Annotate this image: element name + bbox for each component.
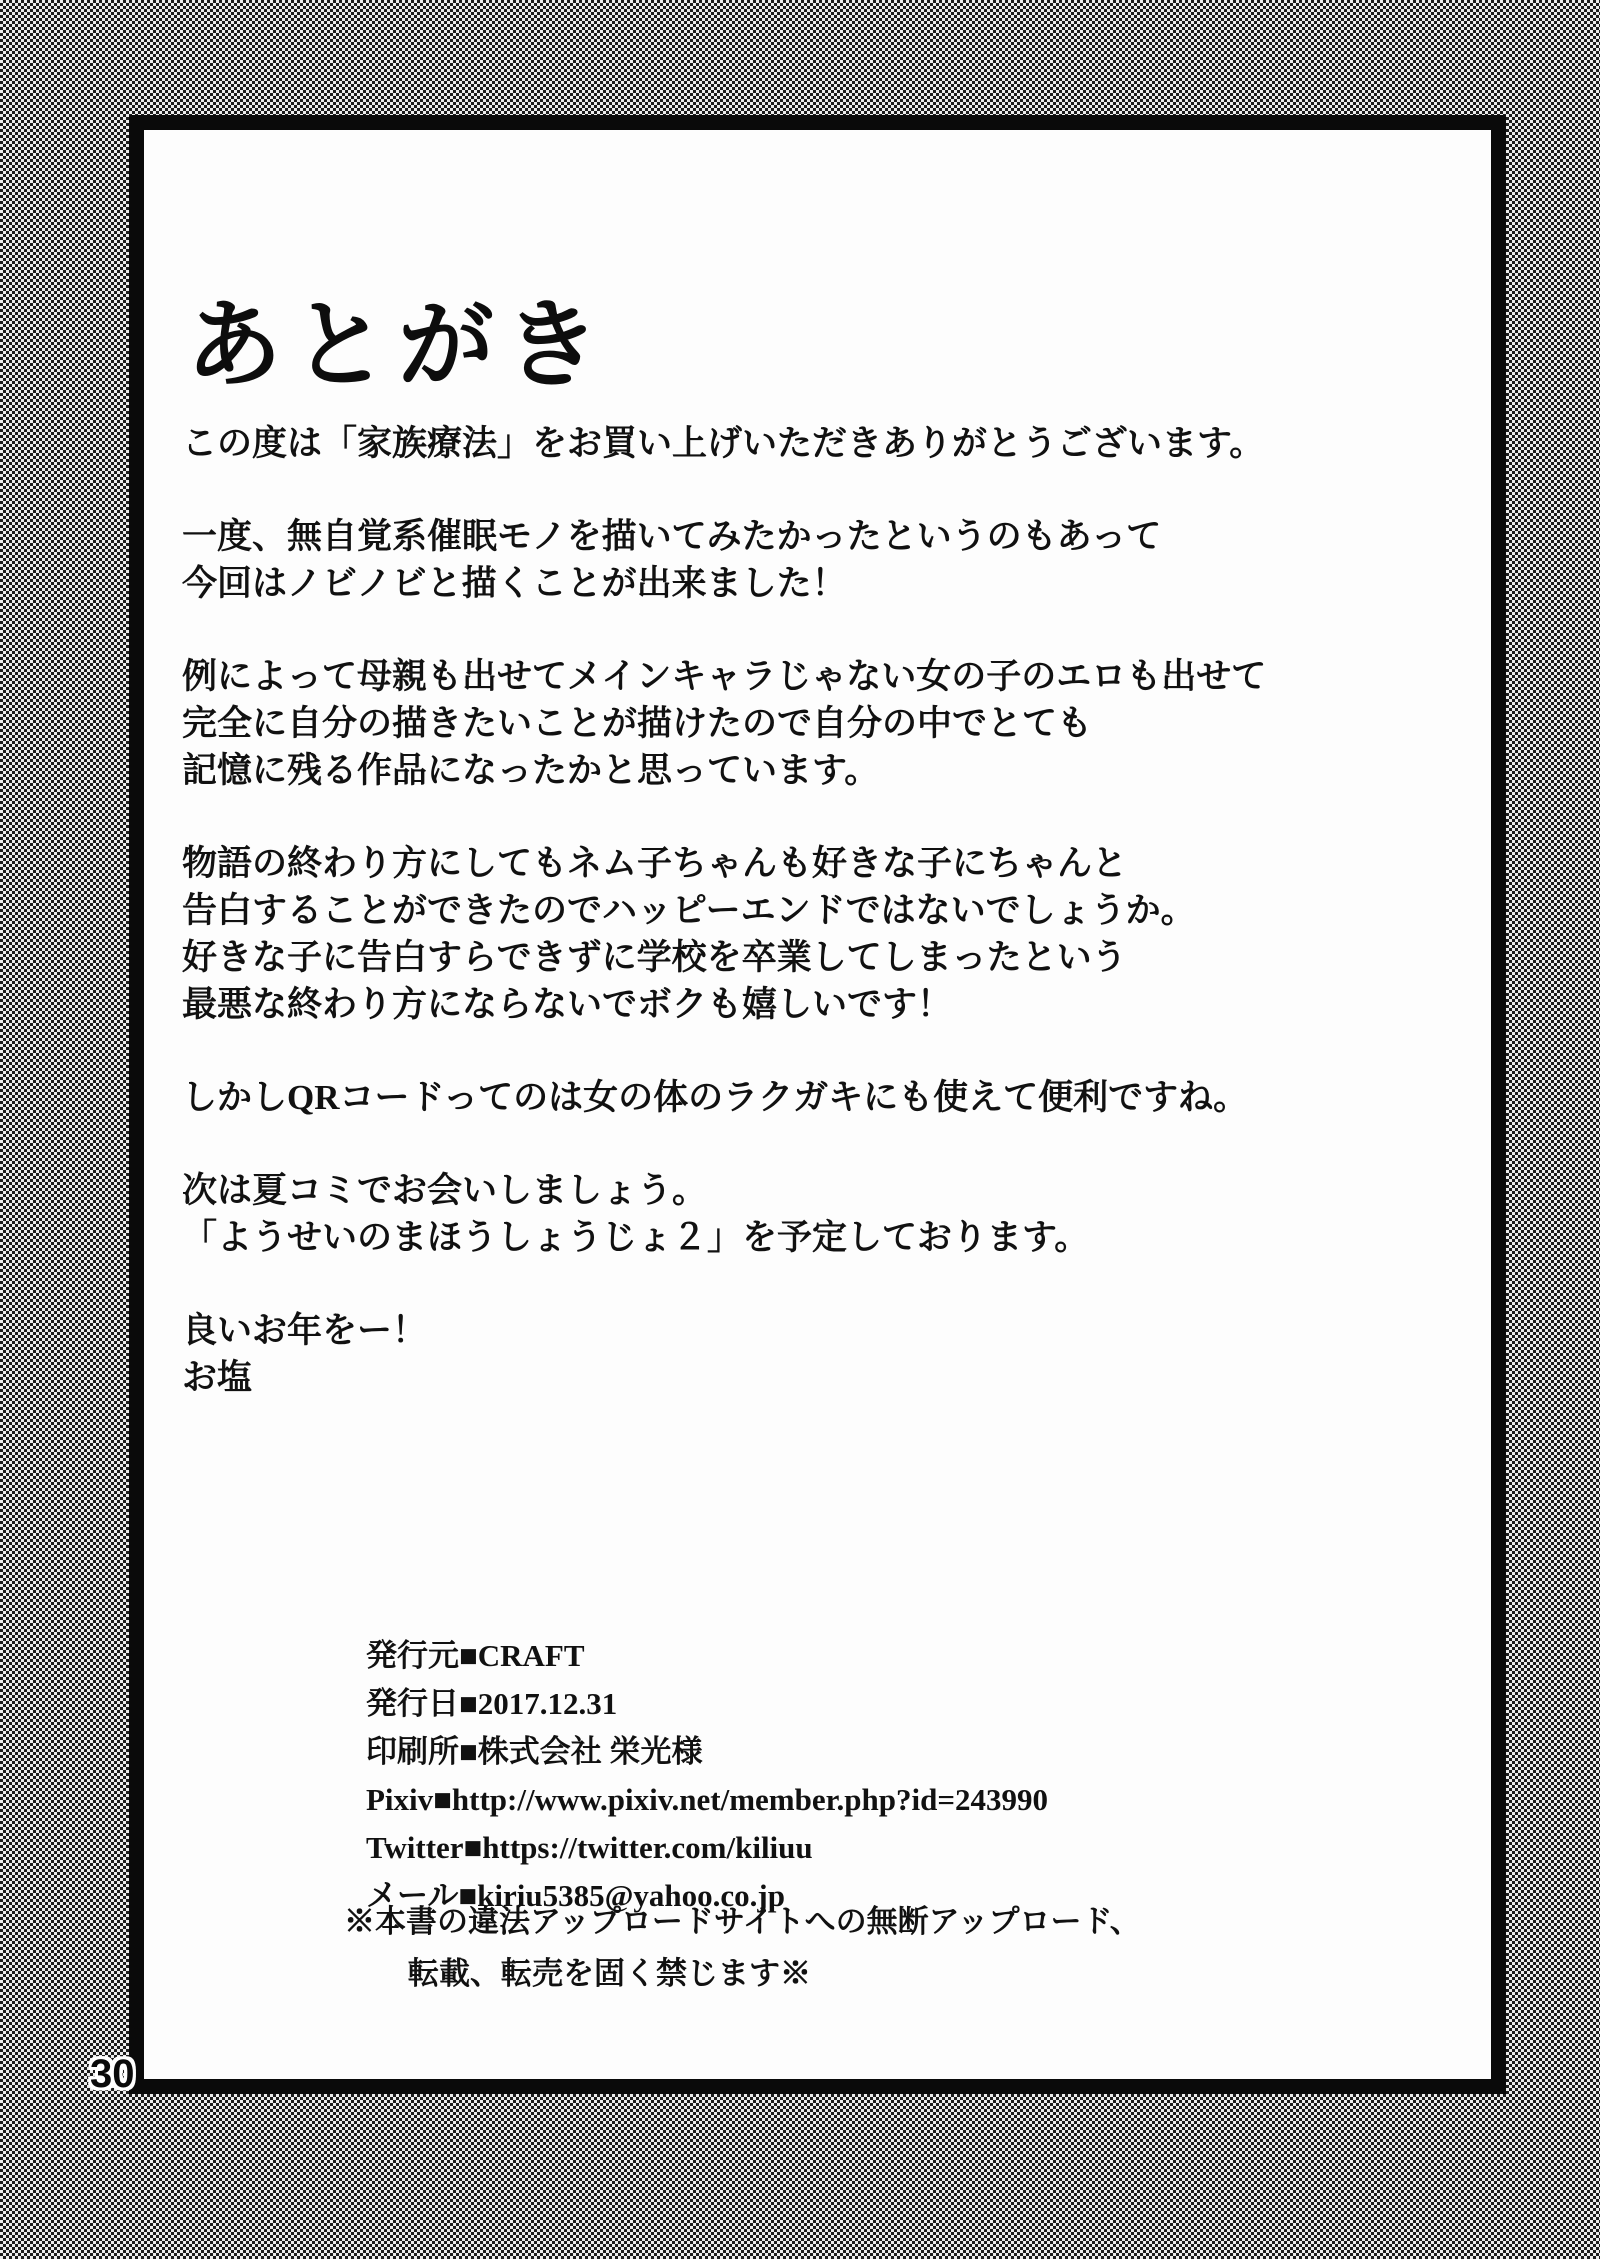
text-line: 今回はノビノビと描くことが出来ました！ <box>182 564 847 603</box>
text-line: 物語の終わり方にしてもネム子ちゃんも好きな子にちゃんと <box>182 844 1128 883</box>
afterword-body-text <box>182 420 1482 1447</box>
author-name: お塩 <box>182 1358 253 1397</box>
text-line: 一度、無自覚系催眠モノを描いてみたかったというのもあって <box>182 517 1162 556</box>
colophon-block <box>366 1632 1048 1920</box>
printer-line: 印刷所■株式会社 栄光様 <box>366 1734 703 1769</box>
email-line: メール■kiriu5385@yahoo.co.jp <box>366 1878 785 1913</box>
paragraph <box>182 420 1482 467</box>
publisher-line: 発行元■CRAFT <box>366 1638 585 1673</box>
twitter-url-line: Twitter■https://twitter.com/kiliuu <box>366 1830 813 1865</box>
text-line: 次は夏コミでお会いしましょう。 <box>182 1171 708 1210</box>
text-line: 最悪な終わり方にならないでボクも嬉しいです！ <box>182 985 953 1024</box>
page-title: あとがき <box>186 292 610 399</box>
text-line: 良いお年をー！ <box>182 1311 428 1350</box>
text-line: 例によって母親も出せてメインキャラじゃない女の子のエロも出せて <box>182 657 1267 696</box>
paragraph-signoff <box>182 1307 1482 1401</box>
publish-date-line: 発行日■2017.12.31 <box>366 1686 618 1721</box>
paragraph <box>182 840 1482 1028</box>
paragraph <box>182 653 1482 794</box>
disclaimer-block <box>344 1896 1141 2000</box>
paragraph <box>182 1167 1482 1261</box>
page-content <box>144 130 1491 2079</box>
text-line: しかしQRコードってのは女の体のラクガキにも使えて便利ですね。 <box>182 1078 1249 1117</box>
text-line: 完全に自分の描きたいことが描けたので自分の中でとても <box>182 704 1093 743</box>
text-line: 「ようせいのまほうしょうじょ２」を予定しております。 <box>182 1218 1090 1257</box>
text-line: 記憶に残る作品になったかと思っています。 <box>182 751 880 790</box>
disclaimer-line: 転載、転売を固く禁じます※ <box>408 1956 811 1991</box>
paragraph <box>182 1074 1482 1121</box>
text-line: 告白することができたのでハッピーエンドではないでしょうか。 <box>182 891 1196 930</box>
text-line: 好きな子に告白すらできずに学校を卒業してしまったという <box>182 938 1127 977</box>
paragraph <box>182 513 1482 607</box>
text-line: この度は「家族療法」をお買い上げいただきありがとうございます。 <box>182 424 1265 463</box>
disclaimer-line: ※本書の違法アップロードサイトへの無断アップロード、 <box>344 1904 1141 1939</box>
page-frame <box>129 115 1506 2094</box>
pixiv-url-line: Pixiv■http://www.pixiv.net/member.php?id=243990 <box>366 1782 1049 1817</box>
page-number: 30 <box>90 2052 135 2096</box>
